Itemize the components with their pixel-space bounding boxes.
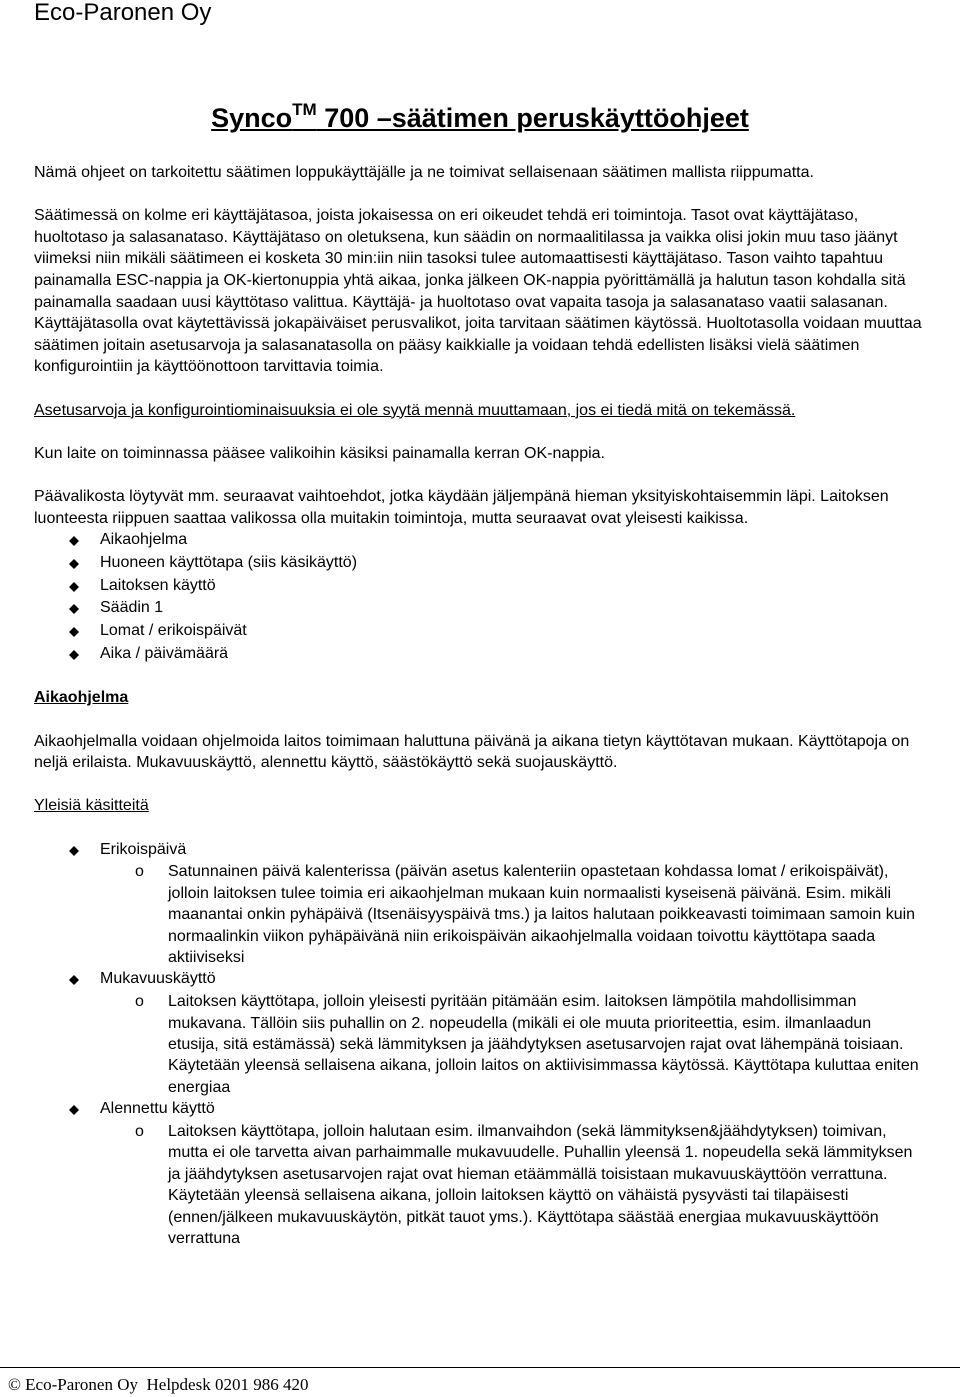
page-title [0, 92, 960, 136]
list-item: Erikoispäivä [34, 839, 926, 862]
bullet-icon [69, 975, 79, 980]
list-item: o Satunnainen päivä kalenterissa (päivän asetus kalenteriin opastetaan kohdassa lomat / erikoispäivät), jolloin laitoksen tulee toimia eri aikaohjelman mukaan kuin normaalisti kyseisenä päivänä. Esim. mikäli maanantai onkin pyhäpäivä (Itsenäisyyspäivä tms.) ja laitos halutaan poikkeavasti toimimaan samoin kuin normaalinkin viikon pyhäpäivänä niin erikoispäivän aikaohjelmalla voidaan toivottu käyttötapa saada aktiiviseksi [135, 863, 916, 967]
footer-divider [0, 1367, 960, 1368]
user-levels-details: Käyttäjätasolla ovat käytettävissä jokapäiväiset perusvalikot, joita tarvitaan säätimen käytössä. Huoltotasolla voidaan muuttaa säätimen joitain asetusarvoja ja salasanatasolla on pääsy kaikkialle ja voidaan tehdä edellisten lisäksi vielä säätimen konfigurointiin ja käyttöönottoon tarvittavia toimia. [34, 315, 922, 376]
concept-description-list [34, 1121, 926, 1249]
menu-access-paragraph: Kun laite on toiminnassa pääsee valikoihin käsiksi painamalla kerran OK-nappia. [34, 444, 605, 462]
concepts-list [34, 1098, 926, 1121]
user-levels-paragraph: Säätimessä on kolme eri käyttäjätasoa, joista jokaisessa on eri oikeudet tehdä eri toimintoja. Tasot ovat käyttäjätaso, huoltotaso ja salasanataso. Käyttäjätaso on oletuksena, kun säädin on normaalitilassa ja vaikka olisi jokin muu taso jäänyt viimeksi niin mikäli säätimeen ei kosketa 30 min:iin niin tasoksi tulee automaattisesti käyttäjätaso. Tason vaihto tapahtuu painamalla ESC-nappia ja OK-kiertonuppia yhtä aikaa, jonka jälkeen OK-nappia pyörittämällä ja halutun tason kohdalla sitä painamalla saadaan uusi käyttötaso valittua. Käyttäjä- ja huoltotaso ovat vapaita tasoja ja salasanataso vaatii salasanan. [34, 207, 906, 311]
bullet-icon [69, 1105, 79, 1110]
title-rest: 700 –säätimen peruskäyttöohjeet [316, 103, 749, 133]
list-item: Lomat / erikoispäivät [34, 620, 926, 643]
warning-note: Asetusarvoja ja konfigurointiominaisuuksia ei ole syytä mennä muuttamaan, jos ei tiedä mitä on tekemässä. [34, 401, 796, 419]
list-item: Säädin 1 [34, 597, 926, 620]
list-item: o Laitoksen käyttötapa, jolloin yleisesti pyritään pitämään esim. laitoksen lämpötila mahdollisimman mukavana. Tällöin siis puhallin on 2. nopeudella (mikäli ei ole muuta prioriteettia, esim. ilmanlaadun etusija, sitä estämässä) sekä lämmityksen ja jäähdytyksen asetusarvojen rajat ovat lähempänä toisiaan. Käytetään yleensä sellaisena aikana, jolloin laitos on aktiivisimmassa käytössä. Käyttötapa kuluttaa eniten energiaa [135, 993, 919, 1096]
title-main: Synco [211, 103, 293, 133]
concepts-list [34, 839, 926, 862]
list-item: o Laitoksen käyttötapa, jolloin halutaan esim. ilmanvaihdon (sekä lämmityksen&jäähdytyksen) toimivan, mutta ei ole tarvetta aivan parhaimmalle mukavuudelle. Puhallin yleensä 1. nopeudella sekä lämmityksen ja jäähdytyksen asetusarvojen rajat ovat hieman etäämmällä toisistaan mukavuuskäyttöön verrattuna. Käytetään yleensä sellaisena aikana, jolloin laitoksen käyttö on vähäistä pysyvästi tai tilapäisesti (ennen/jälkeen mukavuuskäytön, pitkät tauot yms.). Käyttötapa säästää energiaa mukavuuskäyttöön verrattuna [135, 1123, 913, 1248]
list-item: Huoneen käyttötapa (siis käsikäyttö) [34, 552, 926, 575]
main-menu-paragraph: Päävalikosta löytyvät mm. seuraavat vaihtoehdot, jotka käydään jäljempänä hieman yksityiskohtaisemmin läpi. Laitoksen luonteesta riippuen saattaa valikossa olla muitakin toimintoja, mutta seuraavat ovat yleisesti kaikissa. [34, 487, 889, 527]
sub-bullet-icon: o [135, 993, 144, 1011]
concept-description-list [34, 861, 926, 968]
list-item: Laitoksen käyttö [34, 575, 926, 598]
page-footer [8, 1374, 308, 1396]
list-item: Aikaohjelma [34, 529, 926, 552]
main-menu-list [34, 529, 926, 666]
section-heading-general: Yleisiä käsitteitä [34, 797, 149, 815]
list-item: Mukavuuskäyttö [34, 968, 926, 991]
list-item: Alennettu käyttö [34, 1098, 926, 1121]
footer-text: Eco-Paronen Oy Helpdesk 0201 986 420 [20, 1375, 309, 1394]
aikaohjelma-paragraph: Aikaohjelmalla voidaan ohjelmoida laitos toimimaan haluttuna päivänä ja aikana tietyn käyttötavan mukaan. Käyttötapoja on neljä erilaista. Mukavuuskäyttö, alennettu käyttö, säästökäyttö sekä suojauskäyttö. [34, 732, 910, 772]
bullet-icon [69, 559, 79, 564]
bullet-icon [69, 846, 79, 851]
list-item: Aika / päivämäärä [34, 643, 926, 666]
copyright-symbol: © [8, 1375, 21, 1394]
trademark-mark: TM [292, 100, 317, 119]
concepts-list [34, 968, 926, 991]
intro-paragraph: Nämä ohjeet on tarkoitettu säätimen loppukäyttäjälle ja ne toimivat sellaisenaan säätimen mallista riippumatta. [34, 164, 814, 181]
company-header: Eco-Paronen Oy [34, 0, 212, 26]
document-body [34, 162, 926, 1250]
bullet-icon [69, 582, 79, 587]
bullet-icon [69, 536, 79, 541]
sub-bullet-icon: o [135, 1123, 144, 1141]
bullet-icon [69, 650, 79, 655]
section-heading-aikaohjelma: Aikaohjelma [34, 689, 129, 707]
sub-bullet-icon: o [135, 863, 144, 881]
bullet-icon [69, 627, 79, 632]
concept-description-list [34, 991, 926, 1098]
bullet-icon [69, 604, 79, 609]
